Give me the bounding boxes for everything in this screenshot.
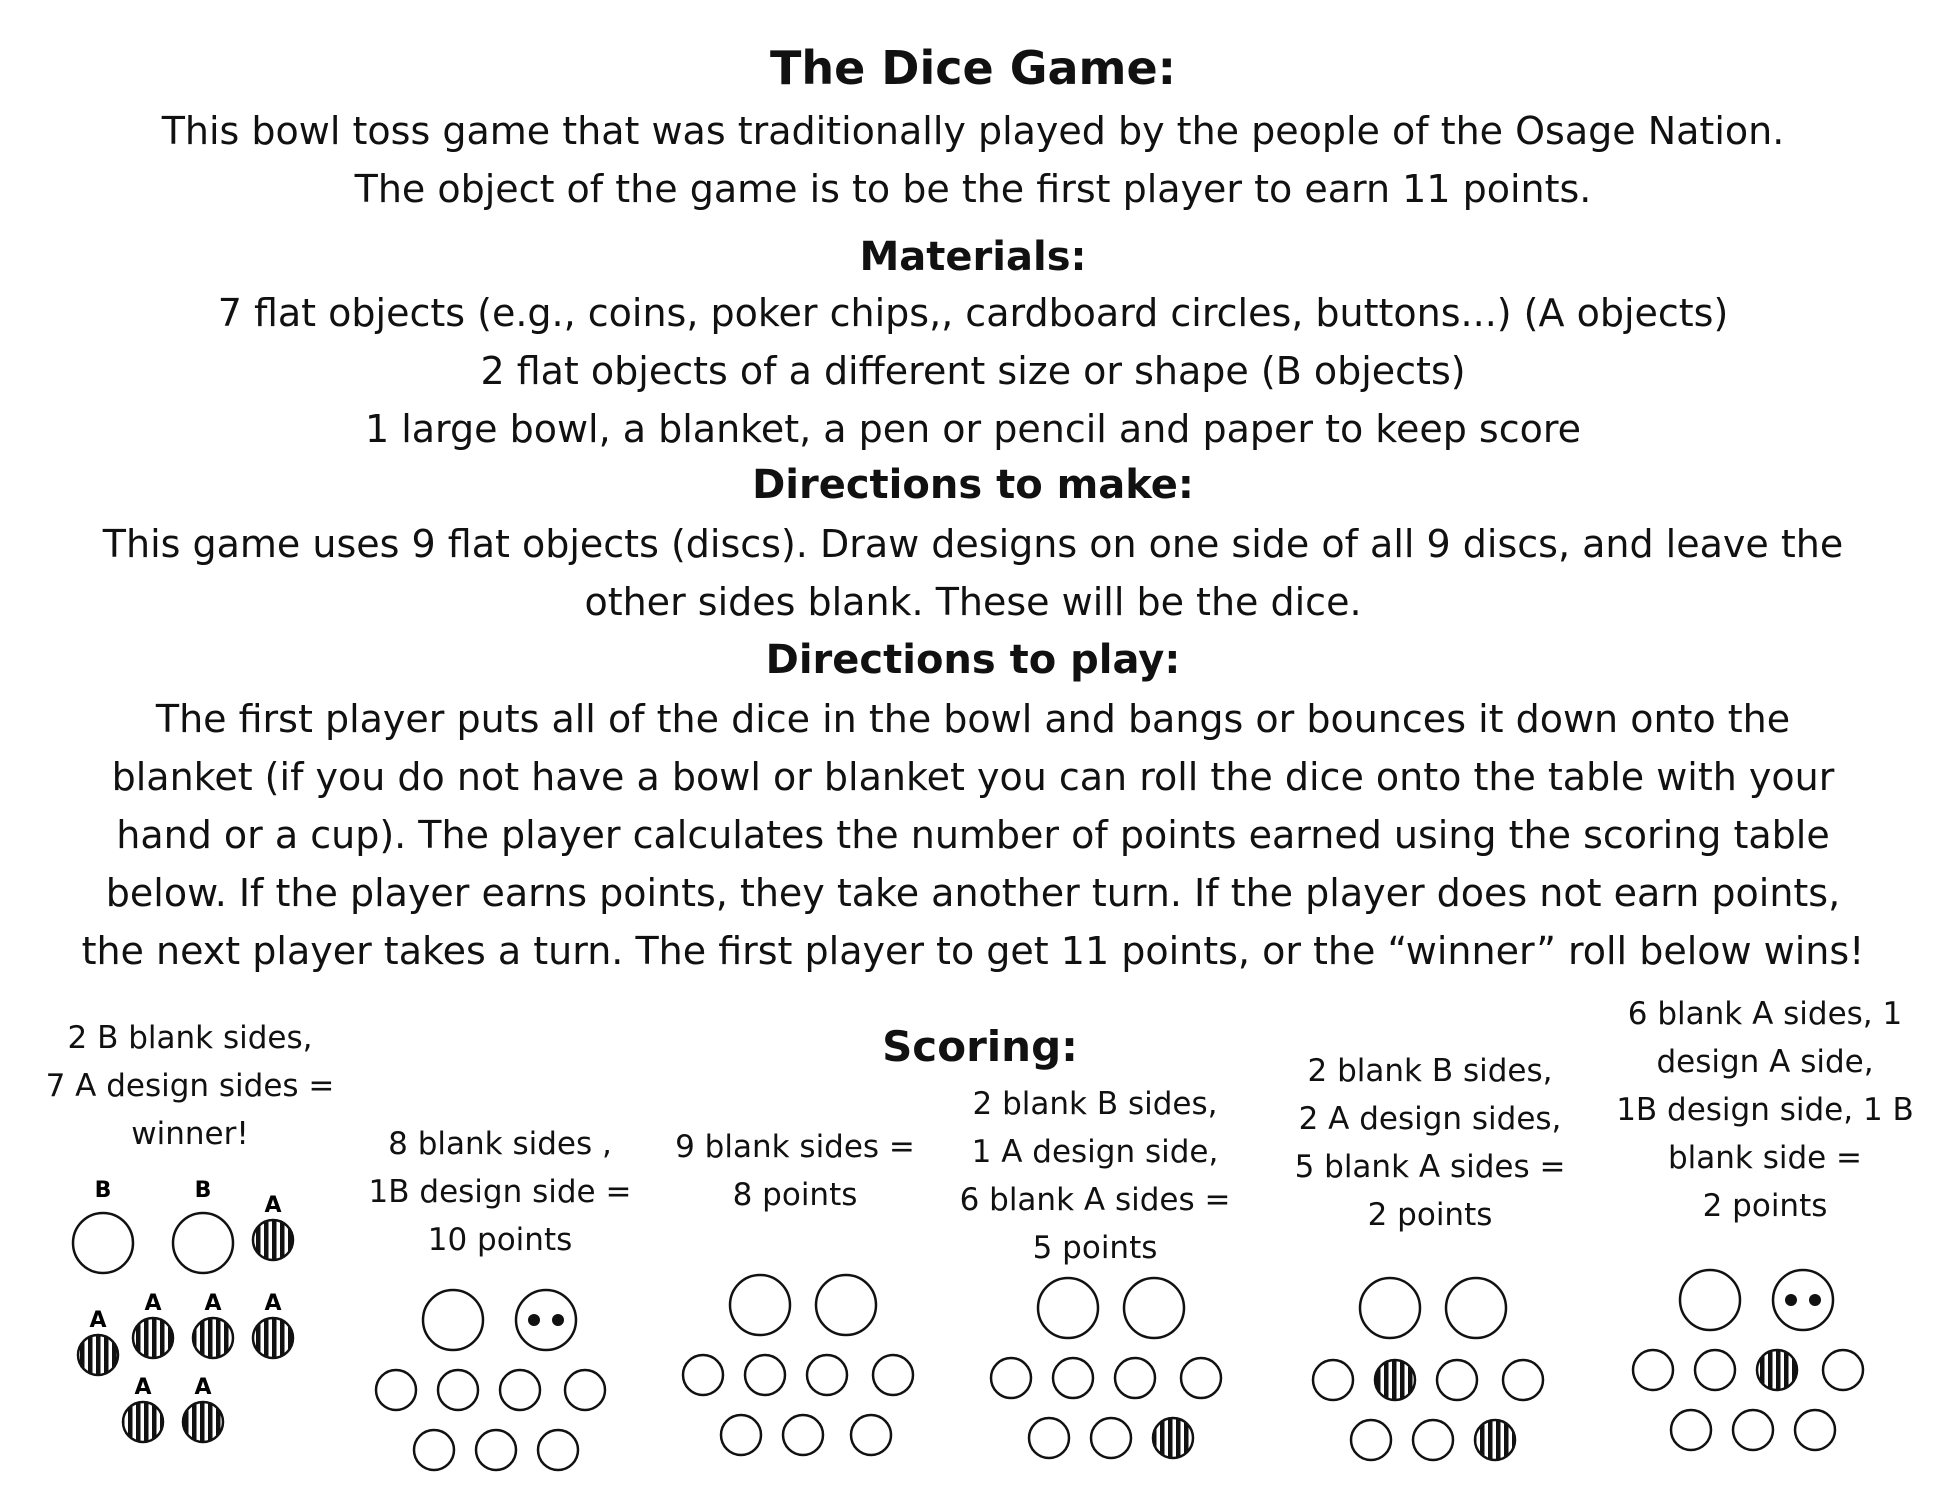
a-design-disc: [253, 1318, 293, 1358]
design-dot: [1785, 1294, 1797, 1306]
directions-make-heading: Directions to make:: [752, 462, 1194, 508]
a-blank-disc: [873, 1355, 913, 1395]
intro-line: This bowl toss game that was traditionally played by the people of the Osage Nation.: [161, 109, 1785, 153]
a-blank-disc: [807, 1355, 847, 1395]
b-blank-disc: [1360, 1278, 1420, 1338]
a-blank-disc: [1313, 1360, 1353, 1400]
a-blank-disc: [1695, 1350, 1735, 1390]
caption-line: 1B design side, 1 B: [1616, 1092, 1914, 1128]
caption-line: 5 blank A sides =: [1294, 1149, 1566, 1185]
scoring-heading: Scoring:: [882, 1022, 1078, 1071]
dice-label-a: A: [204, 1291, 222, 1316]
a-design-disc: [123, 1402, 163, 1442]
caption-line: 8 points: [732, 1177, 858, 1213]
a-blank-disc: [1413, 1420, 1453, 1460]
a-design-disc: [1375, 1360, 1415, 1400]
make-line: other sides blank. These will be the dice.: [584, 580, 1362, 624]
materials-heading: Materials:: [859, 234, 1087, 280]
page-title: The Dice Game:: [769, 41, 1177, 95]
a-design-disc: [133, 1318, 173, 1358]
a-blank-disc: [1633, 1350, 1673, 1390]
b-blank-disc: [1124, 1278, 1184, 1338]
a-blank-disc: [1053, 1358, 1093, 1398]
caption-line: 5 points: [1032, 1230, 1158, 1266]
caption-line: 2 blank B sides,: [972, 1086, 1218, 1122]
caption-line: 2 B blank sides,: [67, 1020, 313, 1056]
design-dot: [528, 1314, 540, 1326]
a-design-disc: [78, 1335, 118, 1375]
a-design-disc: [253, 1220, 293, 1260]
a-blank-disc: [414, 1430, 454, 1470]
a-blank-disc: [851, 1415, 891, 1455]
b-blank-disc: [73, 1213, 133, 1273]
b-design-disc: [1773, 1270, 1833, 1330]
materials-line: 2 flat objects of a different size or shape (B objects): [480, 349, 1466, 393]
dice-label-a: A: [194, 1375, 212, 1400]
a-blank-disc: [1503, 1360, 1543, 1400]
caption-line: 1 A design side,: [971, 1134, 1219, 1170]
caption-line: 2 blank B sides,: [1307, 1053, 1553, 1089]
materials-line: 1 large bowl, a blanket, a pen or pencil and paper to keep score: [364, 407, 1582, 451]
a-blank-disc: [476, 1430, 516, 1470]
b-blank-disc: [816, 1275, 876, 1335]
a-blank-disc: [783, 1415, 823, 1455]
dice-label-a: A: [264, 1193, 282, 1218]
caption-line: blank side =: [1667, 1140, 1863, 1176]
a-blank-disc: [376, 1370, 416, 1410]
a-design-disc: [183, 1402, 223, 1442]
caption-line: 7 A design sides =: [45, 1068, 335, 1104]
caption-line: 1B design side =: [368, 1174, 632, 1210]
a-blank-disc: [1115, 1358, 1155, 1398]
caption-line: 10 points: [427, 1222, 573, 1258]
a-design-disc: [1153, 1418, 1193, 1458]
caption-line: 6 blank A sides, 1: [1627, 996, 1903, 1032]
a-blank-disc: [1029, 1418, 1069, 1458]
design-dot: [552, 1314, 564, 1326]
a-blank-disc: [565, 1370, 605, 1410]
caption-line: 9 blank sides =: [675, 1129, 915, 1165]
caption-line: design A side,: [1656, 1044, 1874, 1080]
b-blank-disc: [173, 1213, 233, 1273]
a-blank-disc: [500, 1370, 540, 1410]
caption-line: winner!: [131, 1116, 249, 1152]
a-blank-disc: [1795, 1410, 1835, 1450]
a-design-disc: [1475, 1420, 1515, 1460]
a-blank-disc: [1091, 1418, 1131, 1458]
caption-line: 2 A design sides,: [1298, 1101, 1562, 1137]
b-blank-disc: [1680, 1270, 1740, 1330]
b-blank-disc: [1446, 1278, 1506, 1338]
a-blank-disc: [1671, 1410, 1711, 1450]
play-line: below. If the player earns points, they take another turn. If the player does not earn points,: [105, 871, 1841, 915]
make-line: This game uses 9 flat objects (discs). Draw designs on one side of all 9 discs, and leave the: [102, 522, 1844, 566]
dice-label-a: A: [264, 1291, 282, 1316]
a-blank-disc: [1733, 1410, 1773, 1450]
a-blank-disc: [1823, 1350, 1863, 1390]
a-design-disc: [193, 1318, 233, 1358]
a-blank-disc: [991, 1358, 1031, 1398]
dice-label-b: B: [194, 1178, 212, 1203]
dice-label-a: A: [89, 1308, 107, 1333]
a-blank-disc: [1351, 1420, 1391, 1460]
a-blank-disc: [683, 1355, 723, 1395]
a-blank-disc: [538, 1430, 578, 1470]
a-blank-disc: [721, 1415, 761, 1455]
a-design-disc: [1757, 1350, 1797, 1390]
dice-label-a: A: [134, 1375, 152, 1400]
b-blank-disc: [1038, 1278, 1098, 1338]
materials-line: 7 flat objects (e.g., coins, poker chips,, cardboard circles, buttons...) (A objects): [217, 291, 1729, 335]
play-line: the next player takes a turn. The first player to get 11 points, or the “winner” roll below wins!: [81, 929, 1865, 973]
play-line: The first player puts all of the dice in the bowl and bangs or bounces it down onto the: [155, 697, 1791, 741]
dice-label-a: A: [144, 1291, 162, 1316]
caption-line: 8 blank sides ,: [388, 1126, 612, 1162]
b-blank-disc: [730, 1275, 790, 1335]
a-blank-disc: [745, 1355, 785, 1395]
dice-label-b: B: [94, 1178, 112, 1203]
a-blank-disc: [1437, 1360, 1477, 1400]
a-blank-disc: [438, 1370, 478, 1410]
b-design-disc: [516, 1290, 576, 1350]
play-line: blanket (if you do not have a bowl or blanket you can roll the dice onto the table with your: [111, 755, 1835, 799]
a-blank-disc: [1181, 1358, 1221, 1398]
play-line: hand or a cup). The player calculates the number of points earned using the scoring table: [116, 813, 1830, 857]
caption-line: 2 points: [1702, 1188, 1828, 1224]
caption-line: 2 points: [1367, 1197, 1493, 1233]
b-blank-disc: [423, 1290, 483, 1350]
directions-play-heading: Directions to play:: [765, 637, 1181, 683]
intro-line: The object of the game is to be the first player to earn 11 points.: [354, 167, 1592, 211]
design-dot: [1809, 1294, 1821, 1306]
caption-line: 6 blank A sides =: [959, 1182, 1231, 1218]
